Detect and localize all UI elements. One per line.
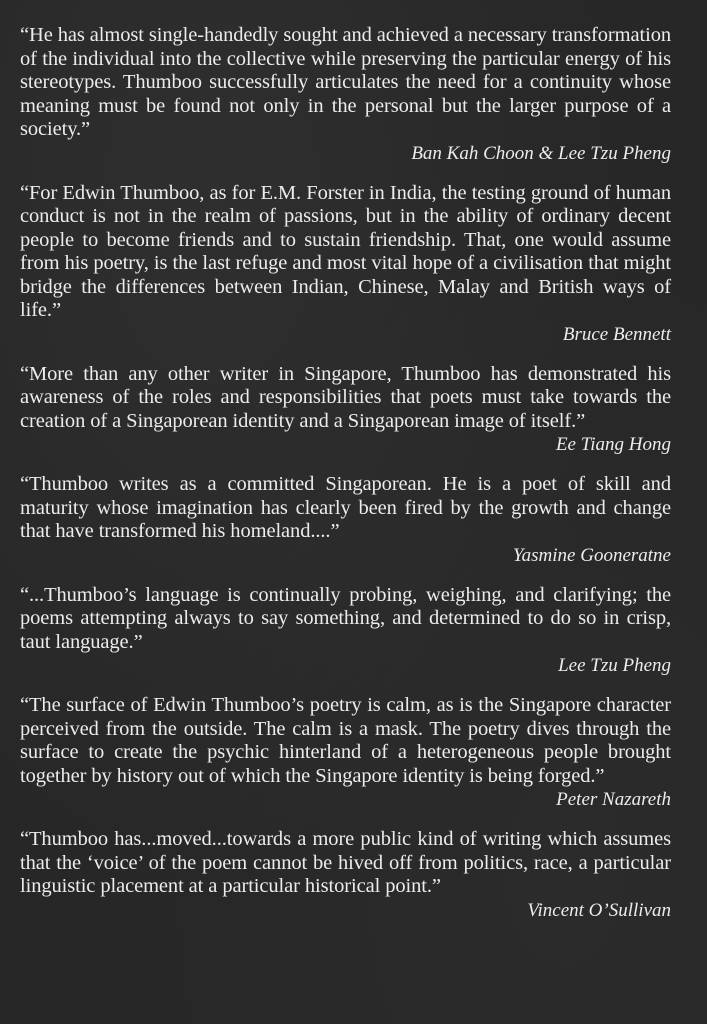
quote-text: “More than any other writer in Singapore, Thumboo has demonstrated his awareness of the roles and responsibilities that poets must take towards the creation of a Singaporean identity and a Singaporean image of itself.”	[20, 362, 671, 432]
quote-text: “Thumboo writes as a committed Singaporean. He is a poet of skill and maturity whose imagination has clearly been fired by the growth and change that have transformed his homeland....”	[20, 473, 671, 542]
quote-attribution: Ban Kah Choon & Lee Tzu Pheng	[411, 142, 671, 164]
quote-text: “The surface of Edwin Thumboo’s poetry is calm, as is the Singapore character perceived from the outside. The calm is a mask. The poetry dives through the surface to create the psychic hinterland of a heterogeneous people brought together by history out of which the Singapore identity is being forged.”	[20, 694, 671, 787]
quote-attribution: Bruce Bennett	[562, 323, 671, 345]
quote-attribution: Vincent O’Sullivan	[527, 899, 671, 921]
quote-attribution: Lee Tzu Pheng	[558, 655, 671, 676]
quote-text: “...Thumboo’s language is continually probing, weighing, and clarifying; the poems attempting always to say something, and determined to do so in crisp, taut language.”	[20, 583, 671, 653]
quote-attribution: Ee Tiang Hong	[555, 434, 671, 455]
quote-attribution: Yasmine Gooneratne	[512, 544, 671, 566]
quote-text: “He has almost single-handedly sought and achieved a necessary transformation of the individual into the collective while preserving the particular energy of his stereotypes. Thumboo successfully articulates the need for a continuity whose meaning must be found not only in the personal but the larger purpose of a society.”	[20, 24, 671, 140]
quote-text: “For Edwin Thumboo, as for E.M. Forster in India, the testing ground of human conduct is not in the realm of passions, but in the ability of ordinary decent people to become friends and to sustain friendship. That, one would assume from his poetry, is the last refuge and most vital hope of a civilisation that might bridge the differences between Indian, Chinese, Malay and British ways of life.”	[20, 181, 671, 321]
quote-block	[20, 473, 671, 567]
quote-block	[20, 584, 671, 678]
quote-block	[20, 694, 671, 811]
quote-block	[20, 828, 671, 922]
quote-block	[20, 363, 671, 457]
quote-attribution: Peter Nazareth	[556, 789, 671, 810]
quote-block	[20, 182, 671, 346]
quote-block	[20, 24, 671, 165]
quote-text: “Thumboo has...moved...towards a more public kind of writing which assumes that the ‘voice’ of the poem cannot be hived off from politics, race, a particular linguistic placement at a particular historical point.”	[20, 828, 671, 897]
